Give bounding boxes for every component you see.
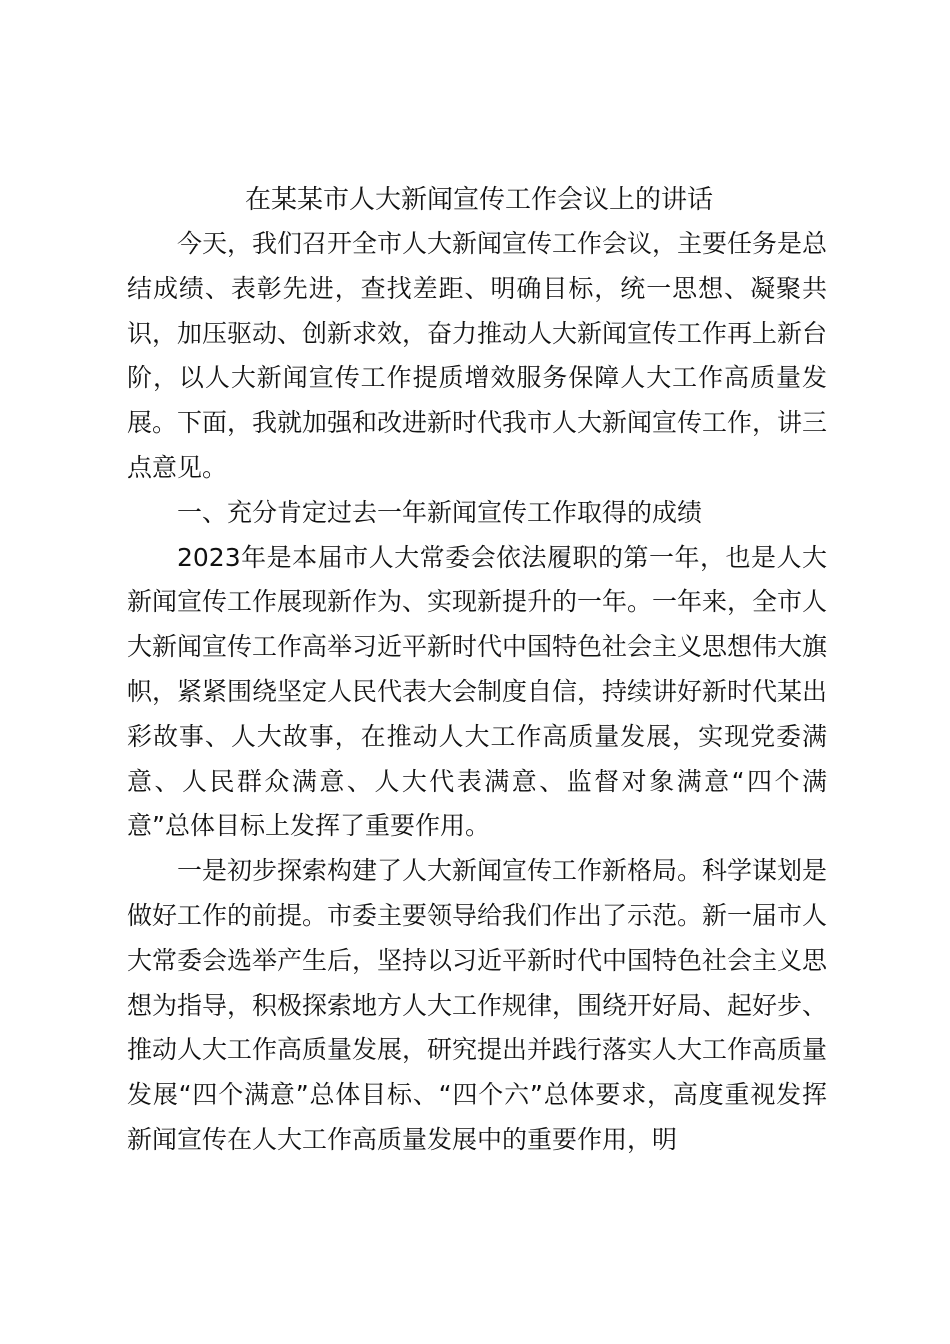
document-page <box>127 178 827 1163</box>
paragraph-2023-summary: 2023年是本届市人大常委会依法履职的第一年，也是人大新闻宣传工作展现新作为、实现新提升的一年。一年来，全市人大新闻宣传工作高举习近平新时代中国特色社会主义思想伟大旗帜，紧紧围绕坚定人民代表大会制度自信，持续讲好新时代某出彩故事、人大故事，在推动人大工作高质量发展，实现党委满意、人民群众满意、人大代表满意、监督对象满意“四个满意”总体目标上发挥了重要作用。 <box>127 542 828 841</box>
paragraph-point-one: 一是初步探索构建了人大新闻宣传工作新格局。科学谋划是做好工作的前提。市委主要领导给我们作出了示范。新一届市人大常委会选举产生后，坚持以习近平新时代中国特色社会主义思想为指导，积极探索地方人大工作规律，围绕开好局、起好步、推动人大工作高质量发展，研究提出并践行落实人大工作高质量发展“四个满意”总体目标、“四个六”总体要求，高度重视发挥新闻宣传在人大工作高质量发展中的重要作用，明 <box>127 856 828 1154</box>
paragraph-intro: 今天，我们召开全市人大新闻宣传工作会议，主要任务是总结成绩、表彰先进，查找差距、明确目标，统一思想、凝聚共识，加压驱动、创新求效，奋力推动人大新闻宣传工作再上新台阶，以人大新闻宣传工作提质增效服务保障人大工作高质量发展。下面，我就加强和改进新时代我市人大新闻宣传工作，讲三点意见。 <box>127 229 828 482</box>
document-title: 在某某市人大新闻宣传工作会议上的讲话 <box>244 185 713 215</box>
section-heading-one: 一、充分肯定过去一年新闻宣传工作取得的成绩 <box>177 497 703 527</box>
